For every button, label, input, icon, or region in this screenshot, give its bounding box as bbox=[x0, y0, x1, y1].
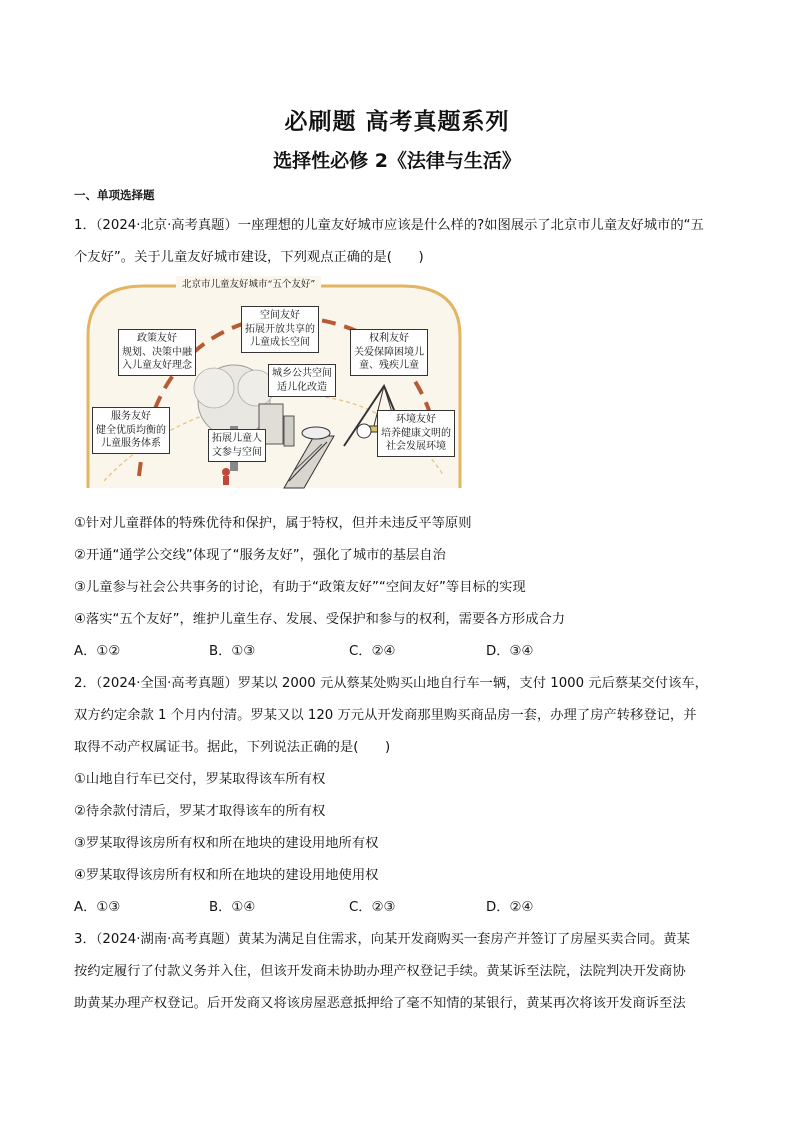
q3-stem-line: 助黄某办理产权登记。后开发商又将该房屋恶意抵押给了毫不知情的某银行，黄某再次将该开发商诉至法 bbox=[74, 996, 686, 1011]
section-heading: 一、单项选择题 bbox=[74, 188, 155, 202]
figure-box-text: 入儿童友好理念 bbox=[122, 360, 192, 371]
figure-box-space bbox=[241, 306, 319, 353]
q2-statement: ③罗某取得该房所有权和所在地块的建设用地所有权 bbox=[74, 836, 379, 851]
figure-box-text: 规划、决策中融 bbox=[122, 346, 192, 358]
figure-box-text: 环境友好 bbox=[396, 414, 436, 425]
figure-box-text: 权利友好 bbox=[369, 333, 409, 344]
figure-title: 北京市儿童友好城市“五个友好” bbox=[176, 276, 321, 295]
q2-option-b: B．①④ bbox=[209, 900, 256, 915]
page-title: 必刷题 高考真题系列 bbox=[284, 109, 510, 135]
figure-box-culture bbox=[208, 429, 266, 462]
figure-box-text: 社会发展环境 bbox=[386, 441, 446, 452]
q1-option-b: B．①③ bbox=[209, 644, 256, 659]
q1-statement: ②开通“通学公交线”体现了“服务友好”，强化了城市的基层自治 bbox=[74, 548, 446, 563]
q2-stem-line: 取得不动产权属证书。据此，下列说法正确的是( ) bbox=[74, 740, 391, 755]
figure-box-text: 空间友好 bbox=[260, 310, 300, 321]
figure-box-rights bbox=[350, 329, 428, 376]
q1-figure bbox=[84, 276, 464, 490]
q1-option-a: A．①② bbox=[74, 644, 121, 659]
q1-statement: ③儿童参与社会公共事务的讨论，有助于“政策友好”“空间友好”等目标的实现 bbox=[74, 580, 526, 595]
figure-box-text: 培养健康文明的 bbox=[381, 427, 451, 439]
q2-option-a: A．①③ bbox=[74, 900, 121, 915]
q2-stem-line: 2．（2024·全国·高考真题）罗某以 2000 元从蔡某处购买山地自行车一辆，支付 1000 元后蔡某交付该车， bbox=[74, 676, 708, 691]
q1-option-c: C．②④ bbox=[349, 644, 396, 659]
q2-statement: ①山地自行车已交付，罗某取得该车所有权 bbox=[74, 772, 326, 787]
figure-box-text: 健全优质均衡的 bbox=[96, 424, 166, 436]
figure-box-service bbox=[92, 407, 170, 454]
q2-statement: ②待余款付清后，罗某才取得该车的所有权 bbox=[74, 804, 326, 819]
figure-box-text: 文参与空间 bbox=[212, 446, 262, 458]
q2-option-c: C．②③ bbox=[349, 900, 396, 915]
figure-box-text: 适儿化改造 bbox=[277, 381, 327, 393]
q3-stem-line: 按约定履行了付款义务并入住，但该开发商未协助办理产权登记手续。黄某诉至法院，法院判决开发商协 bbox=[74, 964, 686, 979]
figure-box-text: 关爱保障困境儿 bbox=[354, 346, 424, 358]
figure-box-text: 儿童成长空间 bbox=[250, 337, 310, 348]
q2-stem-line: 双方约定余款 1 个月内付清。罗某又以 120 万元从开发商那里购买商品房一套，办理了房产转移登记，并 bbox=[74, 708, 697, 723]
figure-box-text: 服务友好 bbox=[111, 411, 151, 422]
page-subtitle: 选择性必修 2《法律与生活》 bbox=[273, 150, 521, 172]
q1-stem-line: 个友好”。关于儿童友好城市建设，下列观点正确的是( ) bbox=[74, 250, 424, 265]
figure-box-text: 童、残疾儿童 bbox=[359, 360, 419, 371]
q1-statement: ④落实“五个友好”，维护儿童生存、发展、受保护和参与的权利，需要各方形成合力 bbox=[74, 612, 566, 627]
q2-option-d: D．②④ bbox=[486, 900, 534, 915]
q1-statement: ①针对儿童群体的特殊优待和保护，属于特权，但并未违反平等原则 bbox=[74, 516, 472, 531]
figure-box-urban bbox=[268, 364, 336, 397]
figure-box-policy bbox=[118, 329, 196, 376]
figure-box-text: 政策友好 bbox=[137, 333, 177, 344]
figure-box-text: 儿童服务体系 bbox=[101, 438, 161, 449]
figure-box-env bbox=[377, 410, 455, 457]
q2-statement: ④罗某取得该房所有权和所在地块的建设用地使用权 bbox=[74, 868, 379, 883]
q1-option-d: D．③④ bbox=[486, 644, 534, 659]
q1-stem-line: 1．（2024·北京·高考真题）一座理想的儿童友好城市应该是什么样的?如图展示了北京市儿童友好城市的“五 bbox=[74, 218, 704, 233]
q3-stem-line: 3．（2024·湖南·高考真题）黄某为满足自住需求，向某开发商购买一套房产并签订了房屋买卖合同。黄某 bbox=[74, 932, 690, 947]
figure-box-text: 拓展儿童人 bbox=[212, 433, 262, 444]
figure-box-text: 城乡公共空间 bbox=[272, 368, 332, 379]
figure-box-text: 拓展开放共享的 bbox=[245, 323, 315, 335]
